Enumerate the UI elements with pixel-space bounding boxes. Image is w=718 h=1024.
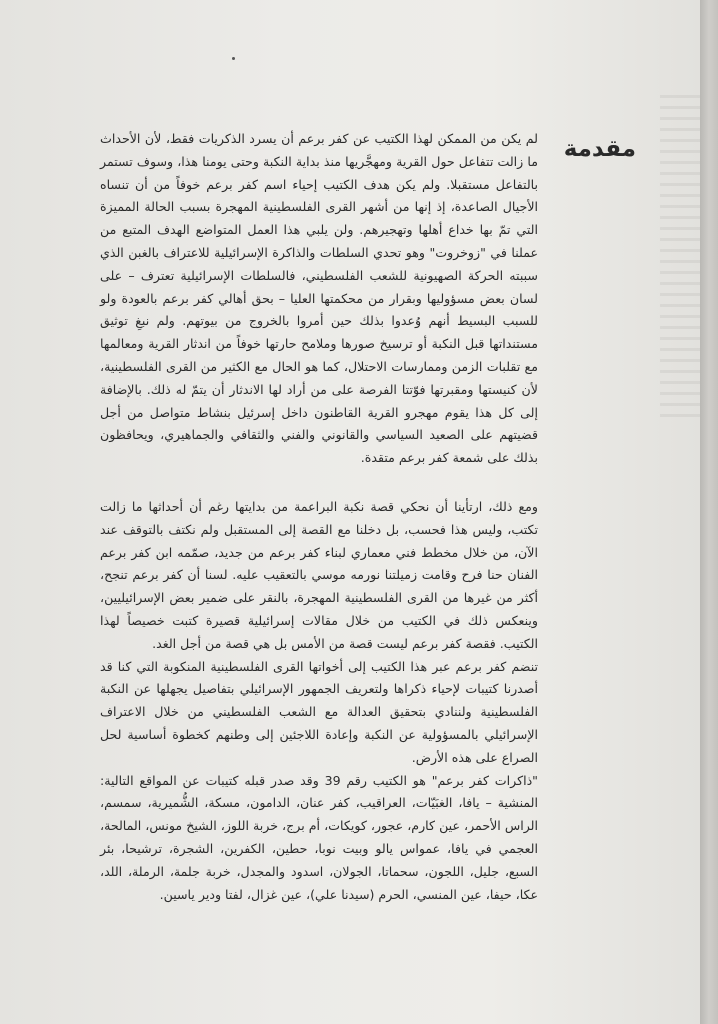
page-body: [100, 128, 538, 906]
page-mark: [232, 57, 235, 60]
bleed-through-text: [660, 95, 700, 425]
paragraph-2: ومع ذلك، ارتأينا أن نحكي قصة نكبة البراعمة من بدايتها رغم أن أحداثها ما زالت تكتب، وليس هذا فحسب، بل دخلنا مع القصة إلى المستقبل ولم نكتف بالتوقف عند الآن، من خلال مخطط فني معماري لبناء كفر برعم من جديد، صمّمه ابن كفر برعم الفنان حنا فرح وقامت زميلتنا نورمه موسي بالتعقيب عليه. لسنا أن كفر برعم تنجح، أكثر من غيرها من القرى الفلسطينية المهجرة، بالنقر على ضمير بعض الإسرائيليين، وينعكس ذلك في الكتيب من خلال مقالات إسرائيلية قصيرة كتبت خصيصاً لهذا الكتيب. فقصة كفر برعم ليست قصة من الأمس بل هي قصة من أجل الغد.: [100, 498, 538, 651]
page-edge: [700, 0, 718, 1024]
page-title: مقدمة: [563, 136, 636, 162]
paragraph-3: تنضم كفر برعم عبر هذا الكتيب إلى أخواتها القرى الفلسطينية المنكوبة التي كنا قد أصدرنا كتيبات لإحياء ذكراها ولتعريف الجمهور الإسرائيلي بتفاصيل يجهلها عن النكبة الفلسطينية ولننادي بتحقيق العدالة مع الشعب الفلسطيني من خلال الاعتراف الإسرائيلي بالمسؤولية عن النكبة وإعادة اللاجئين إلى وطنهم كخطوة أساسية لحل الصراع على هذه الأرض.: [100, 658, 538, 765]
paragraph-1: لم يكن من الممكن لهذا الكتيب عن كفر برعم أن يسرد الذكريات فقط، لأن الأحداث ما زالت تتفاعل حول القرية ومهجَّريها منذ بداية النكبة وحتى يومنا هذا، وسوف تستمر بالتفاعل مستقبلا. ولم يكن هدف الكتيب إحياء اسم كفر برعم خوفاً من أن تنساه الأجيال الصاعدة، إذ إنها من أشهر القرى الفلسطينية المهجرة بسبب الحالة المميزة التي تمّ بها خداع أهلها وتهجيرهم. ولن يلبي هذا العمل المتواضع الهدف المتبع من عملنا في "زوخروت" وهو تحدي السلطات والذاكرة الإسرائيلية للاعتراف بالغبن الذي سببته الحركة الصهيونية للشعب الفلسطيني، فالسلطات الإسرائيلية تعترف – على لسان بعض مسؤوليها وبقرار من محكمتها العليا – بحق أهالي كفر برعم بالعودة ولو للسبب البسيط أنهم وُعدوا بذلك حين أمروا بالخروج من بيوتهم. ولم نبغِ توثيق مستنداتها قبل النكبة أو ترسيخ صورها وملامح حارتها خوفاً من اندثار القرية ومعالمها مع تقلبات الزمن وممارسات الاحتلال، كما هو الحال مع الكثير من القرى الفلسطينية، لأن كنيستها ومقبرتها فوّتتا الفرصة على من أراد لها الاندثار أن يتمّ له ذلك. بالإضافة إلى كل هذا يقوم مهجرو القرية القاطنون داخل إسرئيل بنشاط متواصل من أجل قضيتهم على الصعيد السياسي والقانوني والفني والثقافي والجماهيري، ويحافظون بذلك على شمعة كفر برعم متقدة.: [100, 131, 538, 466]
paragraph-4: "ذاكرات كفر برعم" هو الكتيب رقم 39 وقد صدر قبله كتيبات عن المواقع التالية: المنشية – يافا، الغبَيّات، العراقيب، كفر عنان، الدامون، مسكة، الشُّميرية، سمسم، الراس الأحمر، عين كارم، عجور، كويكات، أم برج، خربة اللوز، الشيخ مونس، المالحة، العجمي في يافا، عمواس يالو وبيت نوبا، حطين، الكفرين، الشجرة، ترشيحا، بئر السبع، جليل، اللجون، سحماتا، الجولان، اسدود والمجدل، خربة جلمة، الرملة، اللد، عكا، حيفا، عين المنسي، الحرم (سيدنا علي)، عين غزال، لفتا ودير ياسين.: [100, 772, 538, 902]
